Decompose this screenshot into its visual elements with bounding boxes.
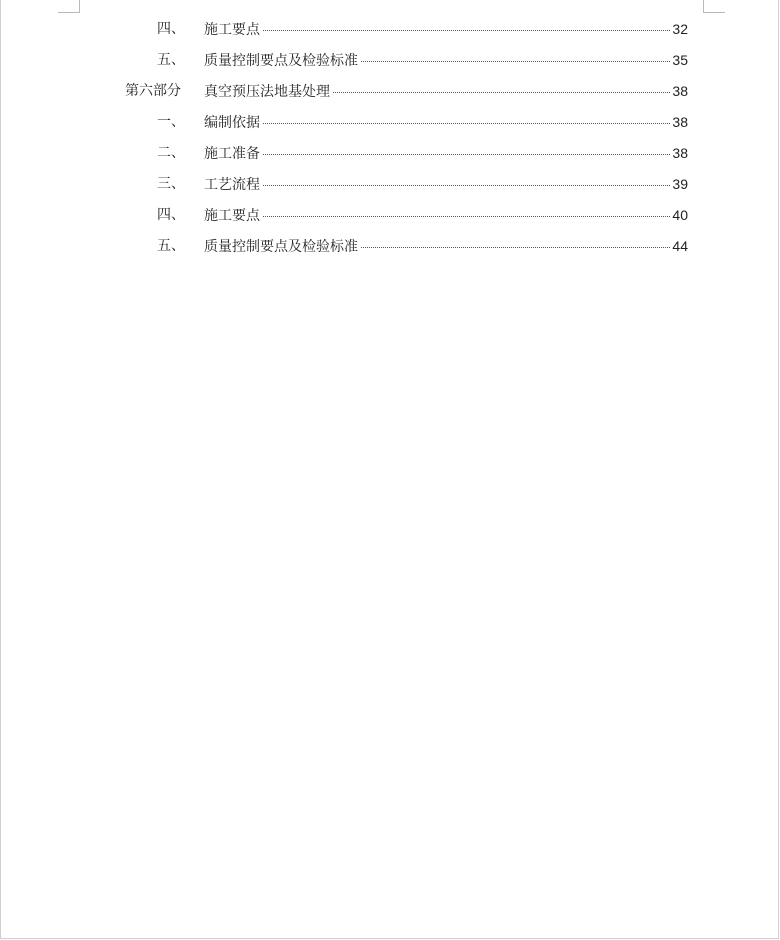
toc-entry-page: 44 [672, 238, 688, 254]
toc-entry[interactable] [1, 233, 780, 264]
toc-entry-title: 施工准备 [204, 146, 260, 162]
toc-entry[interactable] [1, 47, 780, 78]
toc-entry-page: 35 [672, 52, 688, 68]
toc-entry-number: 五、 [157, 238, 185, 254]
toc-entry[interactable] [1, 16, 780, 47]
toc-entry-title: 质量控制要点及检验标准 [204, 239, 358, 255]
toc-entry-page: 32 [672, 21, 688, 37]
toc-dot-leader [333, 92, 670, 93]
toc-entry[interactable] [1, 109, 780, 140]
toc-dot-leader [263, 154, 670, 155]
toc-entry-number: 二、 [157, 145, 185, 161]
toc-entry-number: 三、 [157, 176, 185, 192]
toc-entry-line [204, 174, 688, 195]
toc-entry-page: 40 [672, 207, 688, 223]
toc-part-title: 真空预压法地基处理 [204, 84, 330, 100]
toc-part-entry[interactable] [1, 78, 780, 109]
top-right-crop-mark [703, 0, 725, 13]
toc-entry-line [204, 143, 688, 164]
top-left-crop-mark [58, 0, 80, 13]
toc-dot-leader [263, 123, 670, 124]
toc-entry-line [204, 50, 688, 71]
toc-entry-line [204, 236, 688, 257]
toc-entry-line [204, 205, 688, 226]
toc-part-number: 第六部分 [125, 83, 181, 99]
toc-entry-title: 编制依据 [204, 115, 260, 131]
toc-entry-title: 质量控制要点及检验标准 [204, 53, 358, 69]
toc-entry-number: 四、 [157, 207, 185, 223]
toc-entry-page: 38 [672, 114, 688, 130]
toc-entry-line [204, 81, 688, 102]
toc-entry-number: 四、 [157, 21, 185, 37]
toc-entry-title: 工艺流程 [204, 177, 260, 193]
toc-dot-leader [263, 185, 670, 186]
toc-entry-page: 38 [672, 83, 688, 99]
toc-entry-page: 38 [672, 145, 688, 161]
table-of-contents [1, 16, 780, 264]
toc-entry[interactable] [1, 140, 780, 171]
toc-entry-line [204, 112, 688, 133]
toc-dot-leader [361, 247, 670, 248]
toc-entry[interactable] [1, 171, 780, 202]
toc-entry[interactable] [1, 202, 780, 233]
toc-dot-leader [361, 61, 670, 62]
toc-dot-leader [263, 30, 670, 31]
toc-entry-title: 施工要点 [204, 208, 260, 224]
toc-entry-page: 39 [672, 176, 688, 192]
toc-entry-line [204, 19, 688, 40]
toc-entry-title: 施工要点 [204, 22, 260, 38]
toc-entry-number: 五、 [157, 52, 185, 68]
toc-dot-leader [263, 216, 670, 217]
toc-entry-number: 一、 [157, 114, 185, 130]
